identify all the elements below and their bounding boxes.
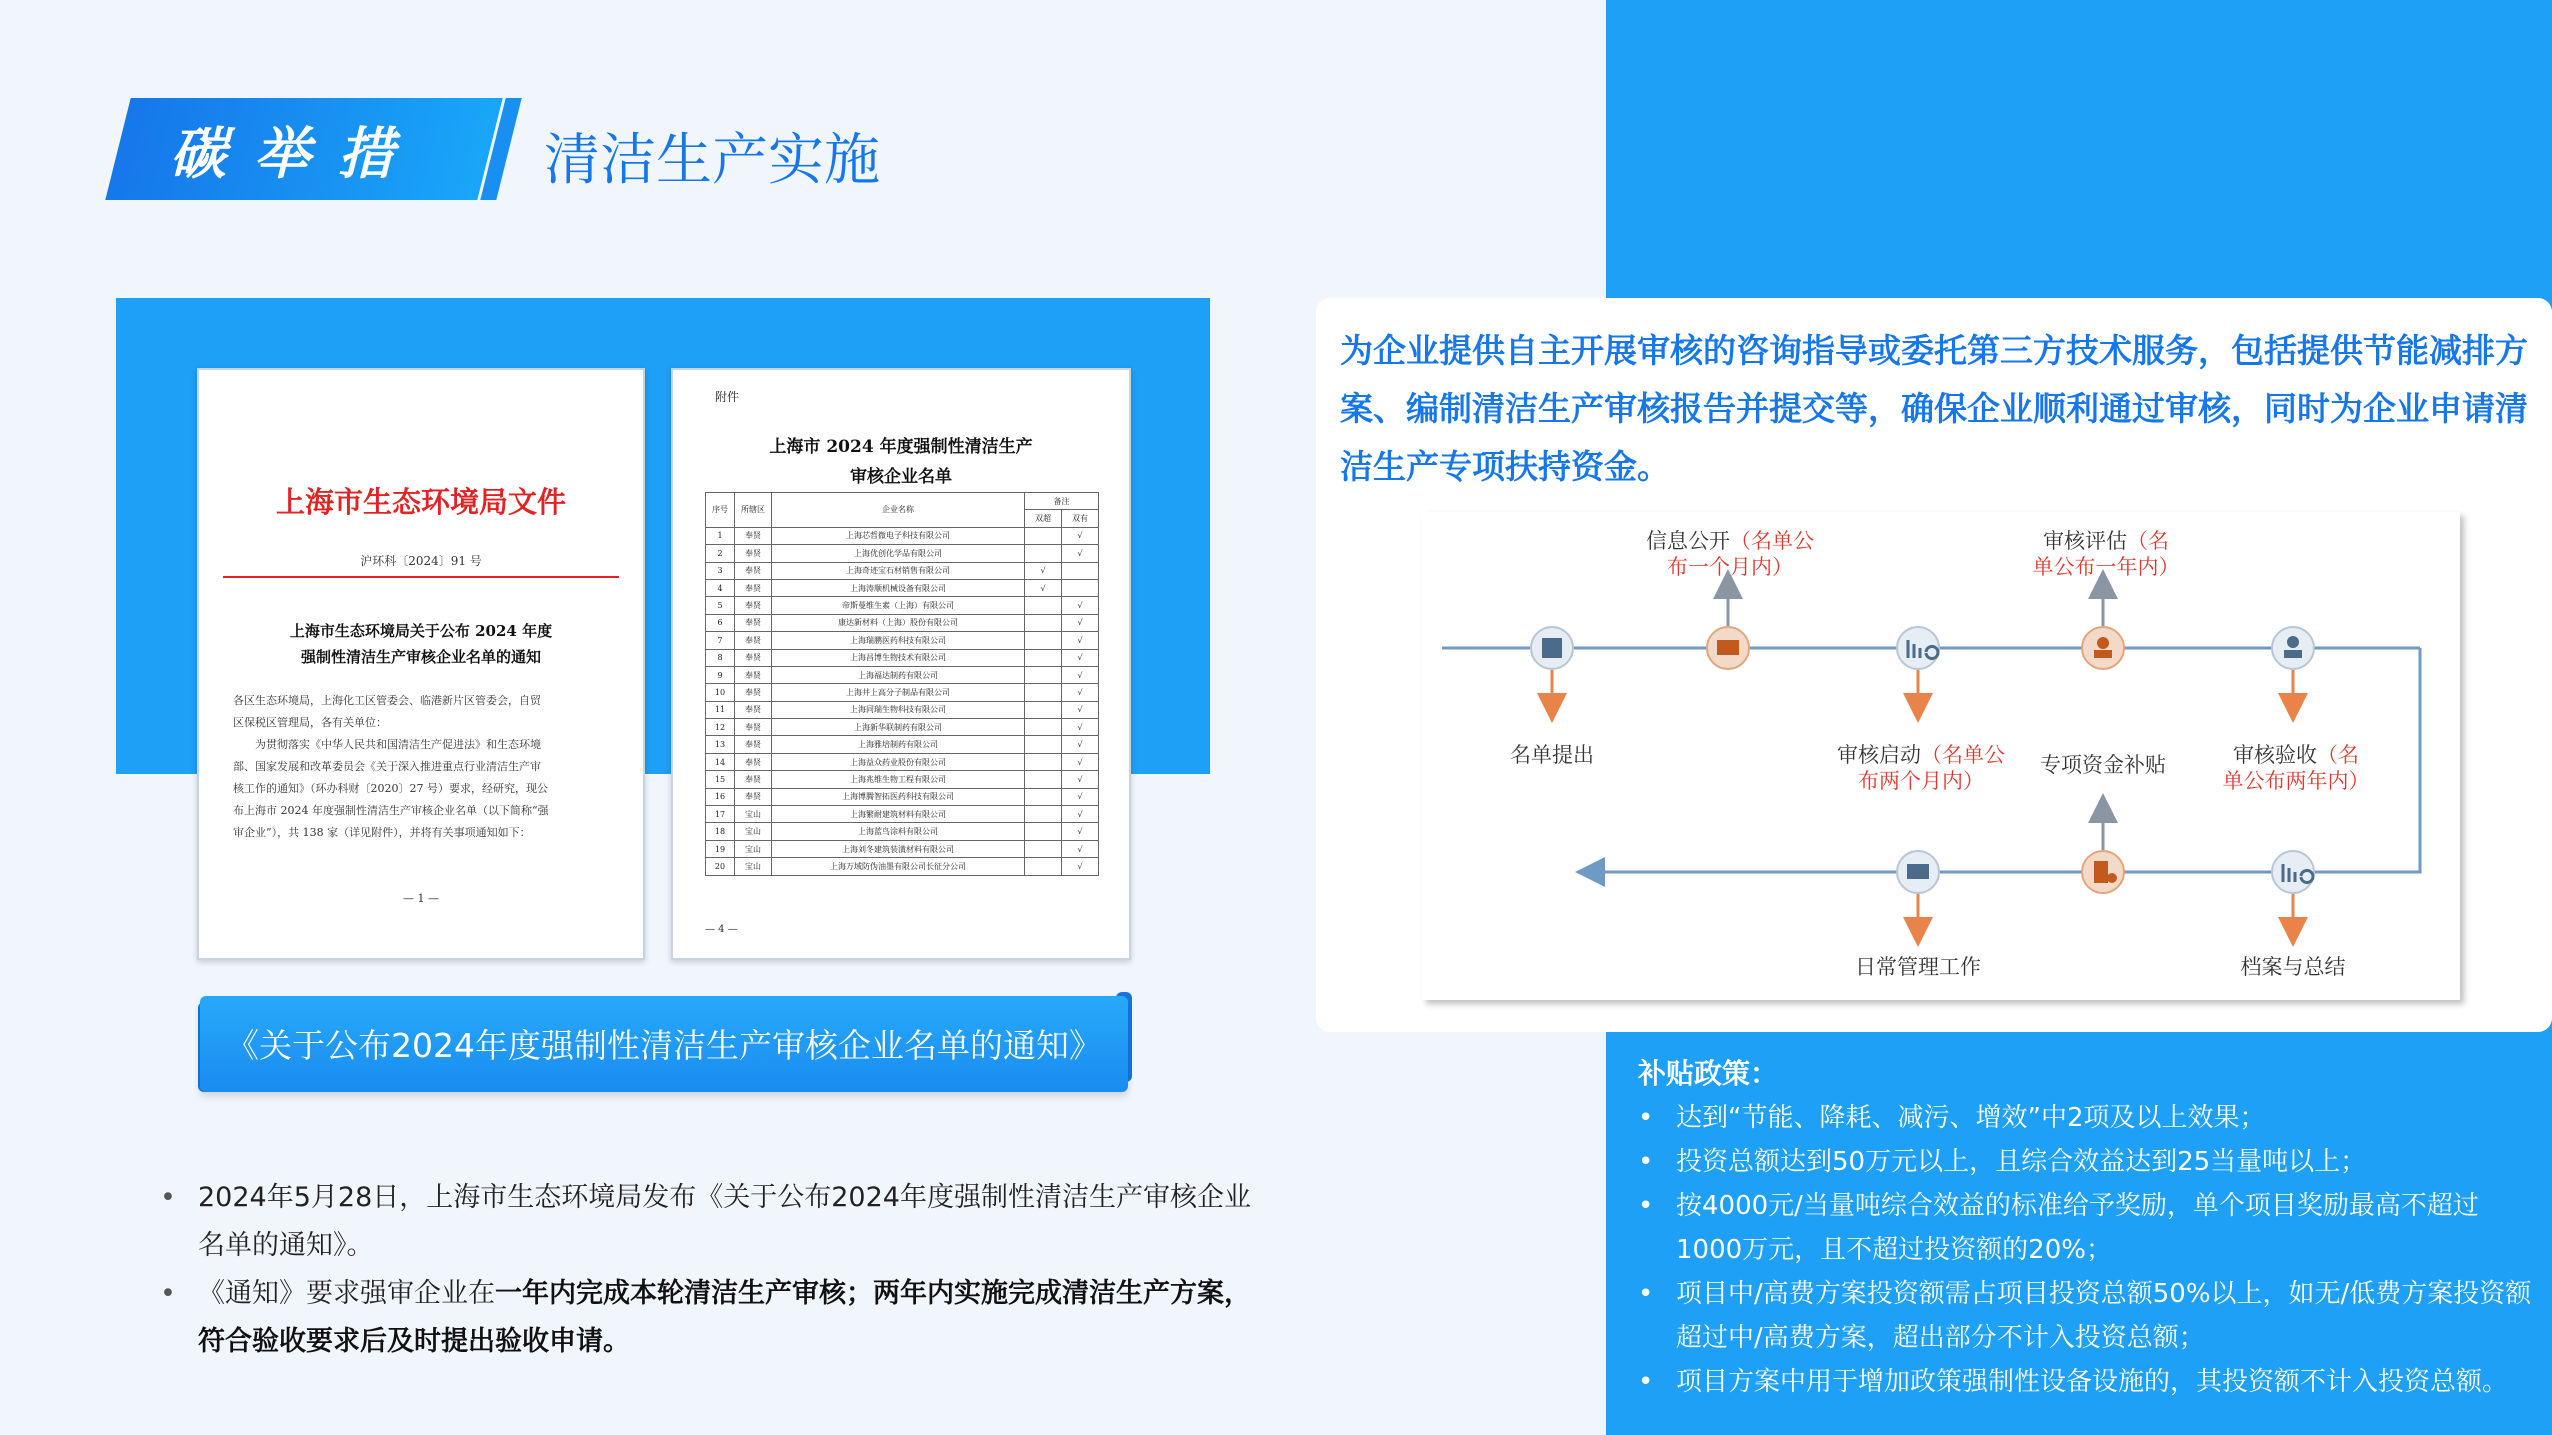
table-cell: 10 xyxy=(706,684,735,701)
table-cell: 上海繁耐建筑材料有限公司 xyxy=(772,806,1025,823)
policy-item: • 按4000元/当量吨综合效益的标准给予奖励，单个项目奖励最高不超过1000万元，且不超过投资额的20%； xyxy=(1638,1184,2538,1272)
table-cell: √ xyxy=(1062,614,1099,631)
table-cell: √ xyxy=(1062,527,1099,544)
page-number: — 1 — xyxy=(403,892,439,905)
table-cell: 上海优创化学品有限公司 xyxy=(772,545,1025,562)
table-cell xyxy=(1025,649,1062,666)
table-cell: 16 xyxy=(706,788,735,805)
table-cell: 上海奇迹宝石材销售有限公司 xyxy=(772,562,1025,579)
flow-label-fund: 专项资金补贴 xyxy=(2040,753,2166,777)
flow-label-daily: 日常管理工作 xyxy=(1855,955,1981,979)
announcement-bullets xyxy=(160,1174,1260,1366)
table-cell: 上海蓝鸟涂料有限公司 xyxy=(772,823,1025,840)
page-title: 清洁生产实施 xyxy=(544,128,880,193)
table-row xyxy=(706,579,1099,596)
col-company: 企业名称 xyxy=(772,493,1025,528)
table-cell: √ xyxy=(1062,719,1099,736)
table-row xyxy=(706,545,1099,562)
table-cell: 奉贤 xyxy=(735,545,772,562)
daily-node-icon xyxy=(1897,851,1939,893)
submit-node-icon xyxy=(1531,627,1573,669)
table-cell: 20 xyxy=(706,858,735,875)
table-row xyxy=(706,771,1099,788)
table-cell: 帝斯曼维生素（上海）有限公司 xyxy=(772,597,1025,614)
company-table xyxy=(705,492,1099,876)
flow-label-submit: 名单提出 xyxy=(1510,743,1594,767)
table-cell xyxy=(1025,823,1062,840)
table-cell: 18 xyxy=(706,823,735,840)
table-cell: √ xyxy=(1062,597,1099,614)
section-tag: 碳举措 xyxy=(170,122,422,187)
table-cell: 5 xyxy=(706,597,735,614)
company-table-body xyxy=(706,527,1099,875)
flow-label-start: 审核启动（名单公 布两个月内） xyxy=(1837,743,2005,793)
notice-body: 各区生态环境局，上海化工区管委会、临港新片区管委会，自贸 区保税区管理局，各有关单位： 为贯彻落实《中华人民共和国清洁生产促进法》和生态环境 部、国家发展和改革委员会《关于深入推进重点行业清洁生产审 核工作的通知》（环办科财〔2020〕27 号）要求，经研究，现公 布上海市 2024 年度强制性清洁生产审核企业名单（以下简称“强 审企业”），共 138 家（详见附件），并将有关事项通知如下： xyxy=(233,694,549,839)
table-cell: 6 xyxy=(706,614,735,631)
table-cell: √ xyxy=(1062,753,1099,770)
table-row xyxy=(706,823,1099,840)
table-cell: 奉贤 xyxy=(735,771,772,788)
table-cell xyxy=(1025,771,1062,788)
table-cell: √ xyxy=(1062,545,1099,562)
table-cell: 奉贤 xyxy=(735,719,772,736)
attachment-list-page xyxy=(671,368,1131,960)
col-super: 双超 xyxy=(1025,510,1062,527)
table-cell: √ xyxy=(1062,632,1099,649)
flow-label-assess: 审核评估（名 单公布一年内） xyxy=(2032,529,2180,579)
table-cell: 奉贤 xyxy=(735,684,772,701)
table-cell: 上海井上高分子制品有限公司 xyxy=(772,684,1025,701)
table-cell: 上海芯哲微电子科技有限公司 xyxy=(772,527,1025,544)
table-cell xyxy=(1025,858,1062,875)
start-node-icon xyxy=(1897,627,1939,669)
table-cell xyxy=(1025,806,1062,823)
table-cell: 17 xyxy=(706,806,735,823)
table-cell: 上海瑞鹏医药科技有限公司 xyxy=(772,632,1025,649)
table-cell: 宝山 xyxy=(735,823,772,840)
table-cell: 13 xyxy=(706,736,735,753)
table-cell: 上海雅培制药有限公司 xyxy=(772,736,1025,753)
table-cell: 奉贤 xyxy=(735,701,772,718)
table-cell: 上海兆维生物工程有限公司 xyxy=(772,771,1025,788)
table-row xyxy=(706,684,1099,701)
document-red-header: 上海市生态环境局文件 xyxy=(275,485,566,519)
notice-banner xyxy=(200,996,1128,1092)
table-cell: 上海刘冬建筑装潢材料有限公司 xyxy=(772,840,1025,857)
table-row xyxy=(706,701,1099,718)
table-cell: 1 xyxy=(706,527,735,544)
table-cell xyxy=(1025,597,1062,614)
flow-label-accept: 审核验收（名 单公布两年内） xyxy=(2222,743,2370,793)
accept-node-icon xyxy=(2272,627,2314,669)
table-cell: 上海万域防伪油墨有限公司长征分公司 xyxy=(772,858,1025,875)
table-cell: 奉贤 xyxy=(735,666,772,683)
table-cell: √ xyxy=(1062,666,1099,683)
table-cell xyxy=(1025,527,1062,544)
table-cell: 上海涛顺机械设备有限公司 xyxy=(772,579,1025,596)
table-cell: 奉贤 xyxy=(735,649,772,666)
attachment-label: 附件 xyxy=(715,390,740,404)
col-toxic: 双有 xyxy=(1062,510,1099,527)
table-row xyxy=(706,858,1099,875)
table-cell: 奉贤 xyxy=(735,527,772,544)
table-cell: 上海福达制药有限公司 xyxy=(772,666,1025,683)
table-cell: 上海益众药业股份有限公司 xyxy=(772,753,1025,770)
table-cell xyxy=(1025,719,1062,736)
table-cell: 4 xyxy=(706,579,735,596)
table-cell: 奉贤 xyxy=(735,562,772,579)
table-row xyxy=(706,562,1099,579)
table-row xyxy=(706,597,1099,614)
attachment-title: 上海市 2024 年度强制性清洁生产 审核企业名单 xyxy=(769,437,1033,487)
table-cell: √ xyxy=(1062,649,1099,666)
table-cell: 奉贤 xyxy=(735,579,772,596)
table-cell: √ xyxy=(1025,579,1062,596)
table-cell: 奉贤 xyxy=(735,753,772,770)
table-cell: 9 xyxy=(706,666,735,683)
table-row xyxy=(706,666,1099,683)
table-cell: 14 xyxy=(706,753,735,770)
policy-item: • 达到“节能、降耗、减污、增效”中2项及以上效果； xyxy=(1638,1096,2538,1140)
flow-label-disclose: 信息公开（名单公 布一个月内） xyxy=(1646,529,1814,579)
table-cell: 上海新华联制药有限公司 xyxy=(772,719,1025,736)
table-cell: √ xyxy=(1025,562,1062,579)
table-cell: 上海昌博生物技术有限公司 xyxy=(772,649,1025,666)
table-cell: 15 xyxy=(706,771,735,788)
assess-node-icon xyxy=(2082,627,2124,669)
table-cell: √ xyxy=(1062,858,1099,875)
table-cell: 11 xyxy=(706,701,735,718)
policy-title: 补贴政策： xyxy=(1638,1057,1779,1090)
table-cell xyxy=(1062,579,1099,596)
document-number: 沪环科〔2024〕91 号 xyxy=(360,554,482,568)
table-cell: 奉贤 xyxy=(735,736,772,753)
fund-node-icon xyxy=(2082,851,2124,893)
table-cell: √ xyxy=(1062,684,1099,701)
table-cell xyxy=(1025,614,1062,631)
table-cell: 上海博腾智拓医药科技有限公司 xyxy=(772,788,1025,805)
table-cell: √ xyxy=(1062,840,1099,857)
table-cell: 宝山 xyxy=(735,858,772,875)
table-cell: 奉贤 xyxy=(735,632,772,649)
table-cell: 3 xyxy=(706,562,735,579)
policy-item: • 项目方案中用于增加政策强制性设备设施的，其投资额不计入投资总额。 xyxy=(1638,1360,2538,1404)
table-row xyxy=(706,719,1099,736)
table-cell: √ xyxy=(1062,736,1099,753)
table-cell xyxy=(1025,840,1062,857)
notice-document-page xyxy=(197,368,645,960)
table-row xyxy=(706,840,1099,857)
table-cell xyxy=(1025,632,1062,649)
policy-list xyxy=(1638,1096,2538,1404)
table-cell xyxy=(1025,684,1062,701)
table-row xyxy=(706,753,1099,770)
policy-item: • 投资总额达到50万元以上，且综合效益达到25当量吨以上； xyxy=(1638,1140,2538,1184)
table-cell xyxy=(1062,562,1099,579)
table-row xyxy=(706,614,1099,631)
table-cell: 奉贤 xyxy=(735,788,772,805)
table-row xyxy=(706,632,1099,649)
table-cell: √ xyxy=(1062,701,1099,718)
table-cell xyxy=(1025,545,1062,562)
table-cell: 2 xyxy=(706,545,735,562)
bullet-item: • 2024年5月28日，上海市生态环境局发布《关于公布2024年度强制性清洁生产审核企业名单的通知》。 xyxy=(160,1174,1260,1270)
col-district: 所辖区 xyxy=(735,493,772,528)
red-rule xyxy=(223,576,619,578)
table-cell: 7 xyxy=(706,632,735,649)
table-row xyxy=(706,806,1099,823)
table-cell: √ xyxy=(1062,823,1099,840)
table-row xyxy=(706,788,1099,805)
table-cell: 12 xyxy=(706,719,735,736)
table-cell: 19 xyxy=(706,840,735,857)
table-cell: 康达新材料（上海）股份有限公司 xyxy=(772,614,1025,631)
table-cell: √ xyxy=(1062,771,1099,788)
disclose-node-icon xyxy=(1707,627,1749,669)
process-flow-diagram xyxy=(1422,512,2460,1000)
table-cell: √ xyxy=(1062,806,1099,823)
table-row xyxy=(706,736,1099,753)
table-cell: 宝山 xyxy=(735,840,772,857)
table-cell: √ xyxy=(1062,788,1099,805)
bullet-item: • 《通知》要求强审企业在一年内完成本轮清洁生产审核；两年内实施完成清洁生产方案，符合验收要求后及时提出验收申请。 xyxy=(160,1270,1260,1366)
page-number: — 4 — xyxy=(705,924,738,935)
table-row xyxy=(706,649,1099,666)
archive-node-icon xyxy=(2272,851,2314,893)
table-cell: 奉贤 xyxy=(735,597,772,614)
table-cell xyxy=(1025,666,1062,683)
service-description: 为企业提供自主开展审核的咨询指导或委托第三方技术服务，包括提供节能减排方案、编制清洁生产审核报告并提交等，确保企业顺利通过审核，同时为企业申请清洁生产专项扶持资金。 xyxy=(1340,331,2528,486)
table-cell: 奉贤 xyxy=(735,614,772,631)
policy-item: • 项目中/高费方案投资额需占项目投资总额50%以上，如无/低费方案投资额超过中/高费方案，超出部分不计入投资总额； xyxy=(1638,1272,2538,1360)
notice-title: 上海市生态环境局关于公布 2024 年度 强制性清洁生产审核企业名单的通知 xyxy=(289,622,553,666)
flow-label-archive: 档案与总结 xyxy=(2240,955,2346,979)
table-cell xyxy=(1025,701,1062,718)
col-remark: 备注 xyxy=(1025,493,1099,510)
table-cell: 上海同瑞生物科技有限公司 xyxy=(772,701,1025,718)
col-no: 序号 xyxy=(706,493,735,528)
table-cell xyxy=(1025,788,1062,805)
table-cell xyxy=(1025,736,1062,753)
table-cell: 8 xyxy=(706,649,735,666)
table-row xyxy=(706,527,1099,544)
notice-banner-text: 《关于公布2024年度强制性清洁生产审核企业名单的通知》 xyxy=(226,1026,1102,1065)
table-cell xyxy=(1025,753,1062,770)
table-cell: 宝山 xyxy=(735,806,772,823)
